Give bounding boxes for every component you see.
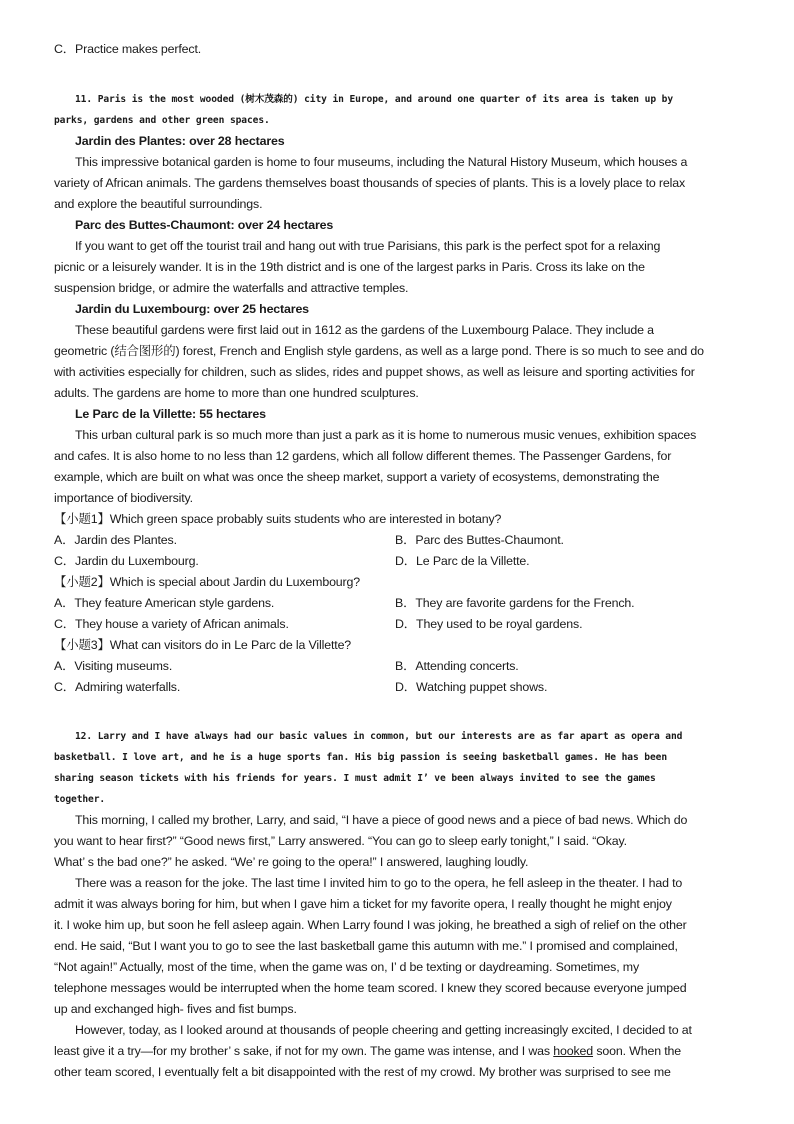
section-text: suspension bridge, or admire the waterfalls and attractive temples.: [54, 281, 409, 295]
underlined-word: hooked: [553, 1044, 594, 1058]
section-heading: Parc des Buttes-Chaumont: over 24 hectares: [75, 218, 334, 232]
section-text: geometric (结合图形的) forest, French and English style gardens, as well as a large pond. There is so much to see and do: [54, 344, 704, 358]
section-text: These beautiful gardens were first laid out in 1612 as the gardens of the Luxembourg Palace. They include a: [75, 323, 654, 337]
passage-text-segment: least give it a try—for my brother’ s sake, if not for my own. The game was intense, and I was: [54, 1044, 554, 1058]
answer-option-a[interactable]: A．Visiting museums.: [54, 659, 173, 673]
previous-option-c: C．Practice makes perfect.: [54, 42, 202, 56]
passage-text: However, today, as I looked around at thousands of people cheering and getting increasingly excited, I decided to at: [75, 1023, 692, 1037]
passage-text: [54, 1043, 681, 1059]
question-stem: 【小题2】Which is special about Jardin du Luxembourg?: [54, 575, 361, 589]
answer-option-c[interactable]: C．Jardin du Luxembourg.: [54, 554, 199, 568]
section-text: importance of biodiversity.: [54, 491, 193, 505]
q12-intro-line: basketball. I love art, and he is a huge sports fan. His big passion is seeing basketball games. He has been: [54, 752, 668, 763]
passage-text-segment: soon. When the: [593, 1044, 682, 1058]
section-text: with activities especially for children, such as slides, rides and puppet shows, as well as leisure and sporting activities for: [54, 365, 695, 379]
passage-text: up and exchanged high- fives and fist bumps.: [54, 1002, 297, 1016]
answer-option-a[interactable]: A．Jardin des Plantes.: [54, 533, 177, 547]
passage-text: you want to hear first?” “Good news first,” Larry answered. “You can go to sleep early tonight,” I said. “Okay.: [54, 834, 627, 848]
answer-option-b[interactable]: B．Attending concerts.: [395, 659, 519, 673]
section-text: variety of African animals. The gardens themselves boast thousands of species of plants. This is a lovely place to relax: [54, 176, 686, 190]
section-heading: Jardin des Plantes: over 28 hectares: [75, 134, 285, 148]
passage-text: What’ s the bad one?” he asked. “We’ re going to the opera!” I answered, laughing loudly.: [54, 855, 529, 869]
passage-text: admit it was always boring for him, but when I gave him a ticket for my favorite opera, I really thought he might enjoy: [54, 897, 672, 911]
answer-option-a[interactable]: A．They feature American style gardens.: [54, 596, 275, 610]
answer-option-b[interactable]: B．Parc des Buttes-Chaumont.: [395, 533, 564, 547]
section-text: picnic or a leisurely wander. It is in the 19th district and is one of the largest parks in Paris. Cross its lake on the: [54, 260, 645, 274]
question-stem: 【小题1】Which green space probably suits students who are interested in botany?: [54, 512, 502, 526]
passage-text: telephone messages would be interrupted when the home team scored. I knew they scored because everyone jumped: [54, 981, 687, 995]
section-text: adults. The gardens are home to more than one hundred sculptures.: [54, 386, 419, 400]
section-text: and explore the beautiful surroundings.: [54, 197, 263, 211]
passage-text: other team scored, I eventually felt a bit disappointed with the rest of my crowd. My brother was surprised to see me: [54, 1065, 671, 1079]
q11-intro-line: 11. Paris is the most wooded (树木茂森的) city in Europe, and around one quarter of its area is taken up by: [75, 94, 674, 105]
question-stem: 【小题3】What can visitors do in Le Parc de la Villette?: [54, 638, 352, 652]
passage-text: it. I woke him up, but soon he fell asleep again. When Larry found I was joking, he breathed a sigh of relief on the other: [54, 918, 687, 932]
q11-intro-line: parks, gardens and other green spaces.: [54, 115, 270, 126]
answer-option-c[interactable]: C．They house a variety of African animals.: [54, 617, 289, 631]
section-heading: Jardin du Luxembourg: over 25 hectares: [75, 302, 309, 316]
section-text: If you want to get off the tourist trail and hang out with true Parisians, this park is the perfect spot for a relaxing: [75, 239, 661, 253]
q12-intro-line: 12. Larry and I have always had our basic values in common, but our interests are as far apart as opera and: [75, 731, 683, 742]
answer-option-d[interactable]: D．Le Parc de la Villette.: [395, 554, 530, 568]
answer-option-d[interactable]: D．Watching puppet shows.: [395, 680, 548, 694]
passage-text: end. He said, “But I want you to go to see the last basketball game this autumn with me.” I promised and complained,: [54, 939, 678, 953]
q12-intro-line: together.: [54, 794, 106, 805]
answer-option-b[interactable]: B．They are favorite gardens for the French.: [395, 596, 635, 610]
passage-text: “Not again!” Actually, most of the time, when the game was on, I’ d be texting or daydreaming. Sometimes, my: [54, 960, 640, 974]
answer-option-c[interactable]: C．Admiring waterfalls.: [54, 680, 181, 694]
section-text: example, which are built on what was once the sheep market, support a variety of ecosystems, demonstrating the: [54, 470, 660, 484]
section-heading: Le Parc de la Villette: 55 hectares: [75, 407, 266, 421]
passage-text: There was a reason for the joke. The last time I invited him to go to the opera, he fell asleep in the theater. I had to: [75, 876, 683, 890]
answer-option-d[interactable]: D．They used to be royal gardens.: [395, 617, 583, 631]
q12-intro-line: sharing season tickets with his friends for years. I must admit I’ ve been always invited to see the games: [54, 773, 656, 784]
section-text: and cafes. It is also home to no less than 12 gardens, which all follow different themes. The Passenger Gardens, for: [54, 449, 672, 463]
passage-text: This morning, I called my brother, Larry, and said, “I have a piece of good news and a piece of bad news. Which do: [75, 813, 688, 827]
section-text: This urban cultural park is so much more than just a park as it is home to numerous music venues, exhibition spaces: [75, 428, 697, 442]
section-text: This impressive botanical garden is home to four museums, including the Natural History Museum, which houses a: [75, 155, 688, 169]
